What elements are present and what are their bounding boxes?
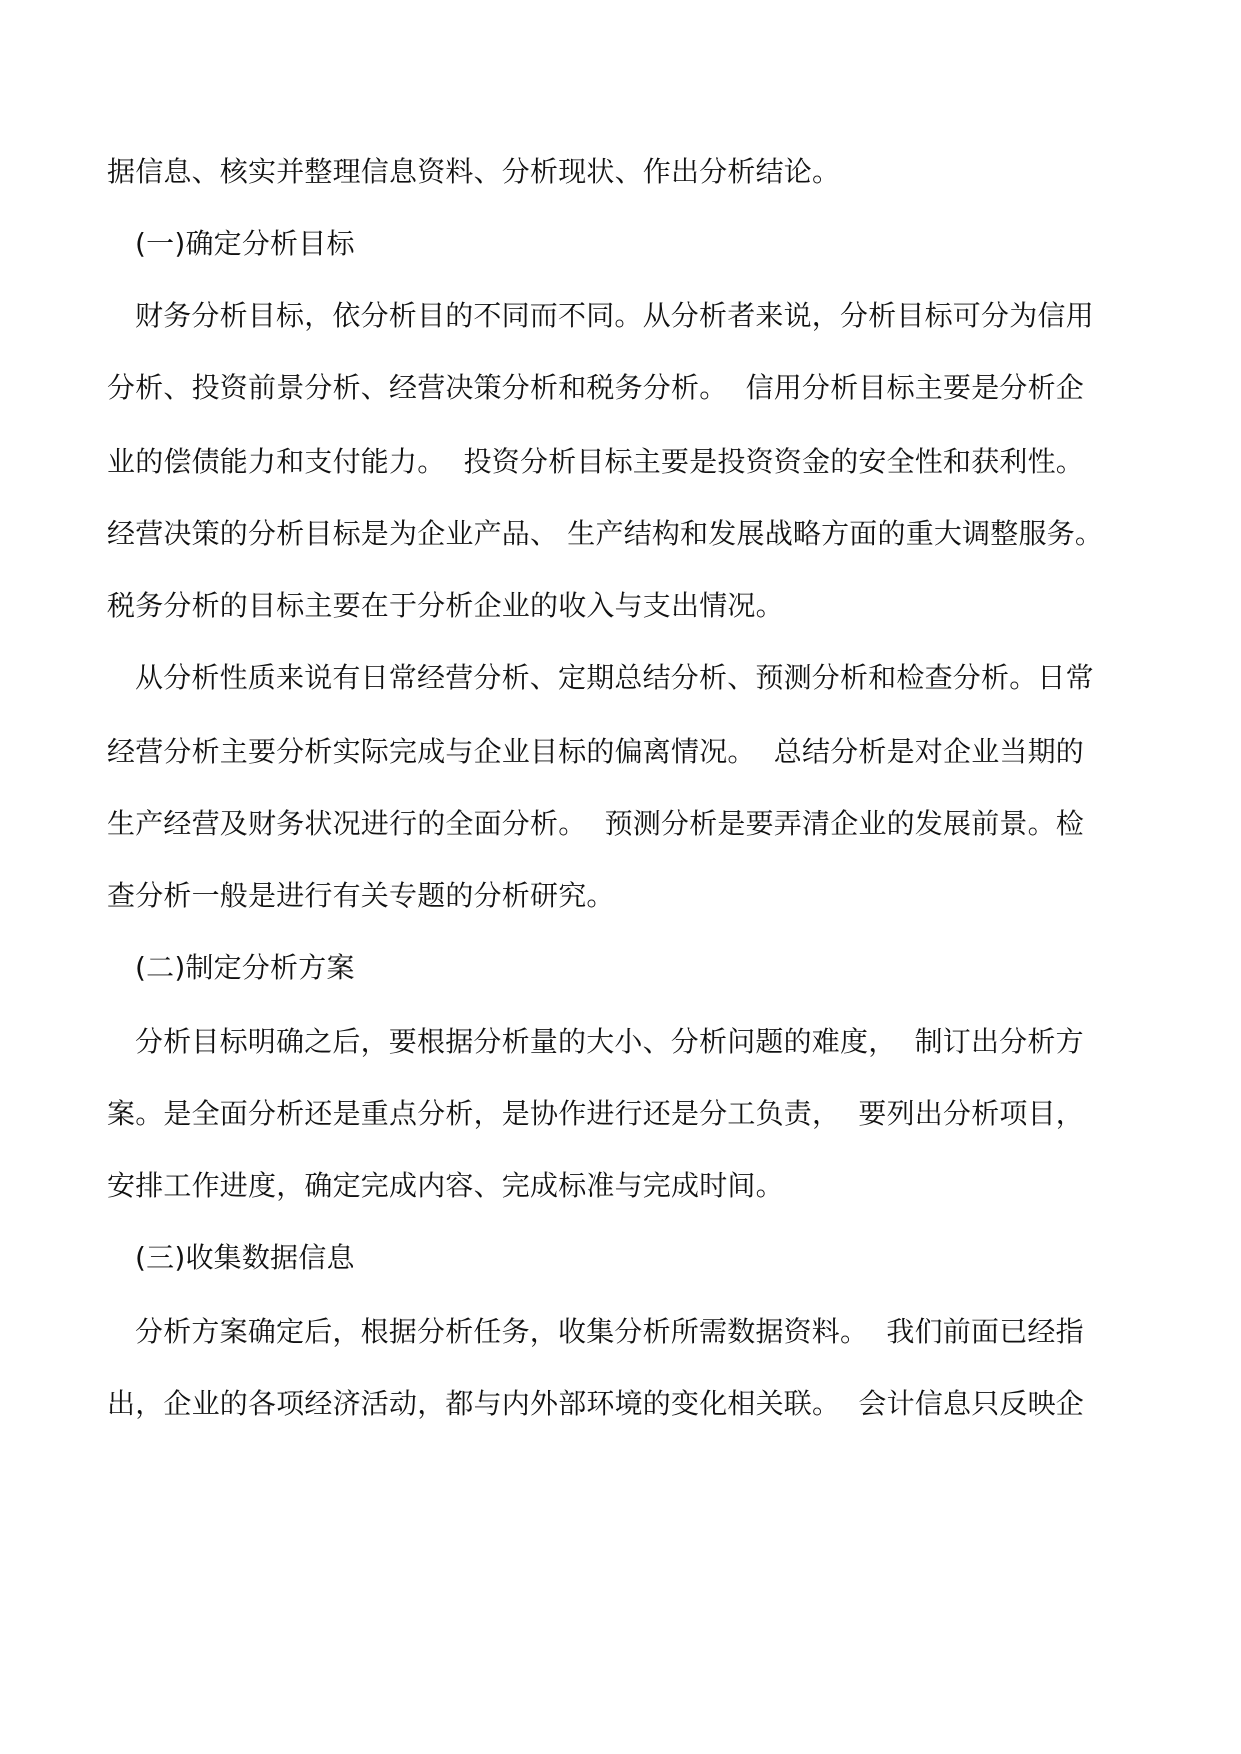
paragraph-line: 生产经营及财务状况进行的全面分析。 预测分析是要弄清企业的发展前景。检 (107, 807, 1085, 840)
paragraph-line: 分析、投资前景分析、经营决策分析和税务分析。 信用分析目标主要是分析企 (107, 371, 1085, 404)
paragraph-line: 安排工作进度，确定完成内容、完成标准与完成时间。 (107, 1169, 784, 1202)
paragraph-line: 分析目标明确之后，要根据分析量的大小、分析问题的难度， 制订出分析方 (135, 1025, 1084, 1058)
paragraph-line: 财务分析目标，依分析目的不同而不同。从分析者来说，分析目标可分为信用 (135, 299, 1094, 332)
paragraph-line: 从分析性质来说有日常经营分析、定期总结分析、预测分析和检查分析。日常 (135, 661, 1094, 694)
section-heading: (二)制定分析方案 (135, 951, 355, 984)
paragraph-line: 税务分析的目标主要在于分析企业的收入与支出情况。 (107, 589, 784, 622)
section-heading: (一)确定分析目标 (135, 227, 355, 260)
paragraph-line: 查分析一般是进行有关专题的分析研究。 (107, 879, 615, 912)
paragraph-line: 分析方案确定后，根据分析任务，收集分析所需数据资料。 我们前面已经指 (135, 1315, 1084, 1348)
paragraph-line: 据信息、核实并整理信息资料、分析现状、作出分析结论。 (107, 155, 841, 188)
paragraph-line: 业的偿债能力和支付能力。 投资分析目标主要是投资资金的安全性和获利性。 (107, 445, 1085, 478)
paragraph-line: 出，企业的各项经济活动，都与内外部环境的变化相关联。 会计信息只反映企 (107, 1387, 1085, 1420)
paragraph-line: 经营决策的分析目标是为企业产品、 生产结构和发展战略方面的重大调整服务。 (107, 517, 1104, 550)
section-heading: (三)收集数据信息 (135, 1241, 355, 1274)
paragraph-line: 案。是全面分析还是重点分析，是协作进行还是分工负责， 要列出分析项目， (107, 1097, 1085, 1130)
paragraph-line: 经营分析主要分析实际完成与企业目标的偏离情况。 总结分析是对企业当期的 (107, 735, 1085, 768)
